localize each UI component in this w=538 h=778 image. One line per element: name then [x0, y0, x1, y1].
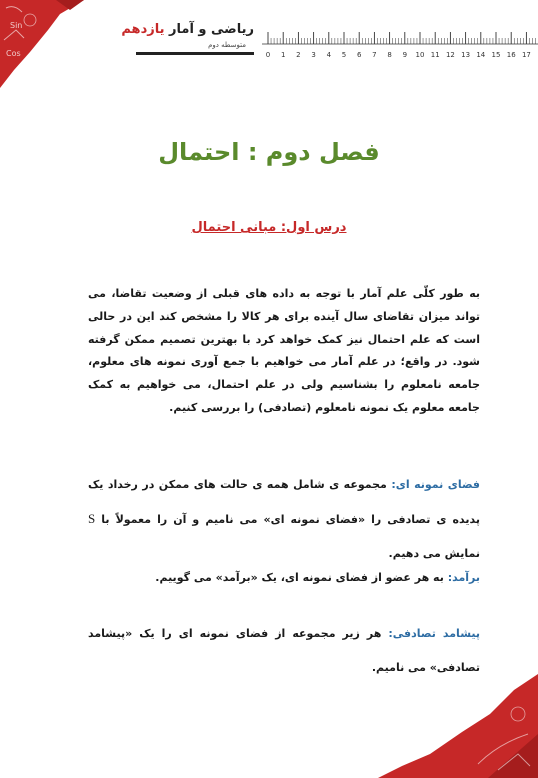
definition-term: برآمد: [447, 571, 480, 584]
ruler-number: 0 [265, 51, 271, 59]
ruler-number: 17 [521, 51, 531, 59]
ruler-decoration [262, 30, 538, 60]
chapter-title: فصل دوم : احتمال [158, 138, 380, 166]
definition-outcome [88, 561, 480, 595]
ruler-number: 5 [341, 51, 347, 59]
definition-text-end: نمایش می دهیم. [388, 547, 480, 560]
logo-subtitle: متوسطه دوم [208, 41, 246, 49]
definition-term: فضای نمونه ای: [391, 478, 480, 491]
corner-word-cos: Cos [6, 49, 21, 58]
definition-text: به هر عضو از فضای نمونه ای، یک «برآمد» می گوییم. [155, 571, 448, 584]
ruler-number: 14 [476, 51, 486, 59]
ruler-number: 6 [356, 51, 362, 59]
logo-text-red: یازدهم [121, 22, 165, 37]
ruler-number: 7 [372, 51, 377, 59]
lesson-title: درس اول: مبانی احتمال [191, 220, 347, 235]
definition-text: مجموعه ی شامل همه ی حالت های ممکن در رخداد یک پدیده ی تصادفی را «فضای نمونه ای» می نامیم و آن را معمولاً با [88, 478, 480, 526]
definition-random-event [88, 617, 480, 685]
corner-decoration-bottom-right [378, 674, 538, 778]
ruler-number: 4 [326, 51, 332, 59]
ruler-number: 12 [445, 51, 455, 59]
ruler-number: 9 [402, 51, 408, 59]
corner-decoration-top-left [0, 0, 84, 88]
symbol-s: S [88, 511, 96, 526]
ruler-number: 8 [387, 51, 392, 59]
intro-paragraph: به طور کلّی علم آمار با توجه به داده های قبلی از وضعیت تقاضا، می تواند میزان تقاضای سال آینده برای هر کالا را مشخص کند این در حالی است که علم احتمال نیز کمک خواهد کرد با بهترین تصمیم ممکن گرفته شود. در واقع؛ در علم آمار می خواهیم با جمع آوری نمونه های معلوم، جامعه نامعلوم را بشناسیم ولی در علم احتمال، می خواهیم به کمک جامعه معلوم یک نمونه نامعلوم (تصادفی) را بررسی کنیم. [88, 287, 480, 414]
logo-title [121, 22, 254, 37]
ruler-number: 2 [296, 51, 301, 59]
ruler-number: 11 [430, 51, 440, 59]
logo [121, 22, 254, 58]
definition-term: پیشامد تصادفی: [388, 627, 481, 640]
corner-word-sin: Sin [10, 21, 23, 30]
ruler-number: 16 [506, 51, 516, 59]
ruler-number: 1 [280, 51, 286, 59]
definition-sample-space [88, 468, 480, 571]
ruler-number: 3 [311, 51, 316, 59]
ruler-number: 13 [461, 51, 471, 59]
logo-text-black: ریاضی و آمار [169, 22, 254, 37]
logo-underline [136, 52, 254, 55]
ruler-number: 15 [491, 51, 501, 59]
definition-text: هر زیر مجموعه از فضای نمونه ای را یک «پیشامد تصادفی» می نامیم. [88, 627, 480, 674]
ruler-number: 10 [415, 51, 425, 59]
